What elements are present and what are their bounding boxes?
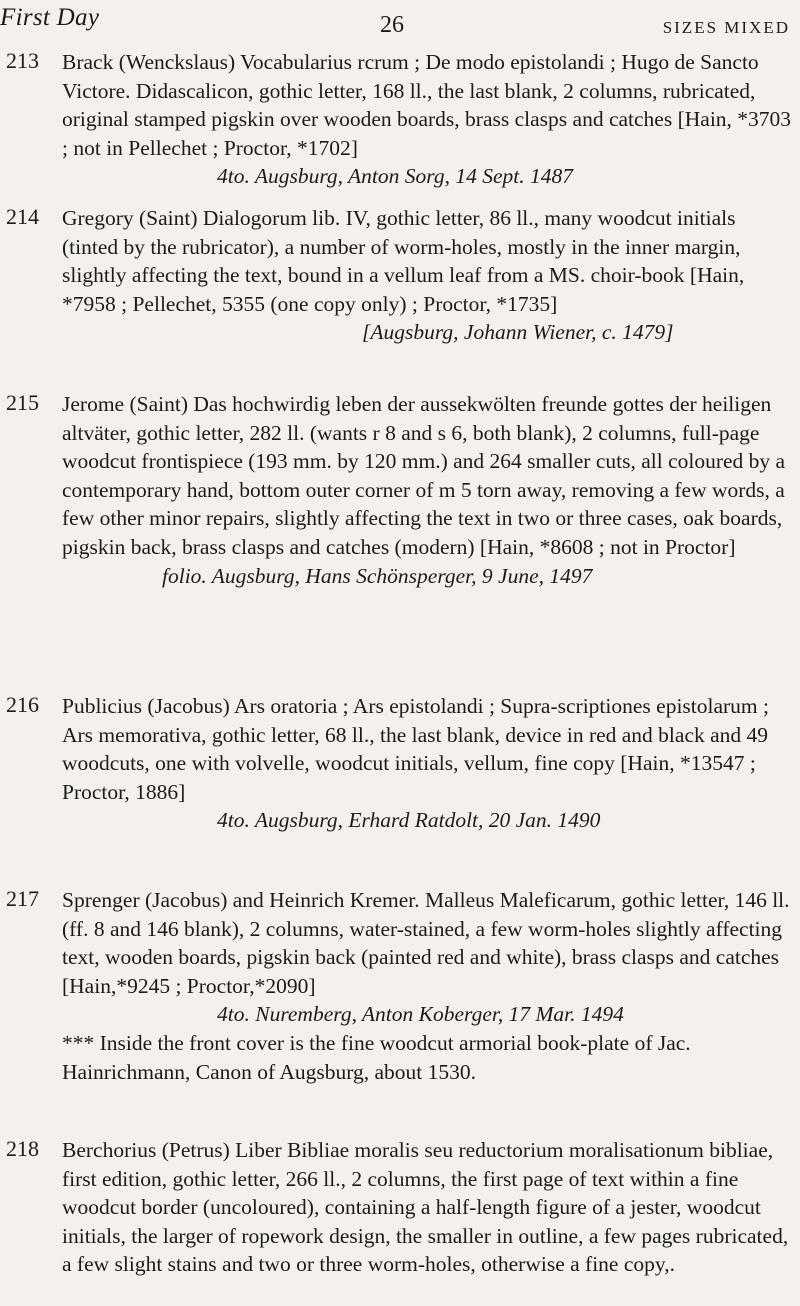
entry-text <box>62 390 794 590</box>
catalogue-entry <box>0 692 800 872</box>
entry-imprint: 4to. Augsburg, Erhard Ratdolt, 20 Jan. 1490 <box>217 808 601 833</box>
lot-number: 217 <box>6 886 39 911</box>
entry-imprint: 4to. Augsburg, Anton Sorg, 14 Sept. 1487 <box>217 164 573 189</box>
catalogue-entry <box>0 48 800 198</box>
entry-body: Berchorius (Petrus) Liber Bibliae moralis seu reductorium moralisationum bibliae, first edition, gothic letter, 266 ll., 2 columns, the first page of text within a fine woodcut border (uncoloured), containing a half-length figure of a jester, woodcut initials, the larger of ropework design, the smaller in outline, a few pages rubricated, a few slight stains and two or three worm-holes, otherwise a fine copy,. <box>62 1138 789 1277</box>
entry-text <box>62 886 794 1086</box>
entry-imprint: folio. Augsburg, Hans Schönsperger, 9 June, 1497 <box>162 563 593 588</box>
lot-number: 215 <box>6 390 39 415</box>
section-title: First Day <box>0 4 100 31</box>
entry-text <box>62 1136 794 1279</box>
entry-body: Publicius (Jacobus) Ars oratoria ; Ars epistolandi ; Supra-scriptiones epistolarum ; Ars memorativa, gothic letter, 68 ll., the last blank, device in red and black and 49 woodcuts, one with volvelle, woodcut initials, vellum, fine copy [Hain, *13547 ; Proctor, 1886] <box>62 694 770 804</box>
page-header <box>0 4 800 44</box>
entry-body: Gregory (Saint) Dialogorum lib. IV, gothic letter, 86 ll., many woodcut initials (tinted by the rubricator), a number of worm-holes, mostly in the inner margin, slightly affecting the text, bound in a vellum leaf from a MS. choir-book [Hain, *7958 ; Pellechet, 5355 (one copy only) ; Proctor, *1735] <box>62 206 745 316</box>
catalogue-entry <box>0 886 800 1126</box>
entry-text <box>62 204 794 347</box>
lot-number: 214 <box>6 204 39 229</box>
entry-text <box>62 48 794 191</box>
lot-number: 213 <box>6 48 39 73</box>
catalogue-entry <box>0 390 800 670</box>
entry-body: Brack (Wenckslaus) Vocabularius rcrum ; De modo epistolandi ; Hugo de Sancto Victore. Didascalicon, gothic letter, 168 ll., the last blank, 2 columns, rubricated, original stamped pigskin over wooden boards, brass clasps and catches [Hain, *3703 ; not in Pellechet ; Proctor, *1702] <box>62 50 792 160</box>
lot-number: 218 <box>6 1136 39 1161</box>
entry-imprint: 4to. Nuremberg, Anton Koberger, 17 Mar. 1494 <box>217 1002 624 1027</box>
lot-number: 216 <box>6 692 39 717</box>
catalogue-entry <box>0 1136 800 1306</box>
entry-body: Jerome (Saint) Das hochwirdig leben der aussekwölten freunde gottes der heiligen altväter, gothic letter, 282 ll. (wants r 8 and s 6, both blank), 2 columns, full-page woodcut frontispiece (193 mm. by 120 mm.) and 264 smaller cuts, all coloured by a contemporary hand, bottom outer corner of m 5 torn away, removing a few words, a few other minor repairs, slightly affecting the text in two or three cases, oak boards, pigskin back, brass clasps and catches (modern) [Hain, *8608 ; not in Proctor] <box>62 392 786 559</box>
entry-imprint: [Augsburg, Johann Wiener, c. 1479] <box>362 320 674 345</box>
entry-note: *** Inside the front cover is the fine woodcut armorial book-plate of Jac. Hainrichmann, Canon of Augsburg, about 1530. <box>62 1030 691 1084</box>
catalogue-entry <box>0 204 800 384</box>
entry-body: Sprenger (Jacobus) and Heinrich Kremer. Malleus Maleficarum, gothic letter, 146 ll. (ff. 8 and 146 blank), 2 columns, water-stained, a few worm-holes slightly affecting text, wooden boards, pigskin back (painted red and white), brass clasps and catches [Hain,*9245 ; Proctor,*2090] <box>62 888 790 998</box>
running-head: SIZES MIXED <box>662 18 790 37</box>
entry-text <box>62 692 794 835</box>
page-number: 26 <box>380 12 404 38</box>
